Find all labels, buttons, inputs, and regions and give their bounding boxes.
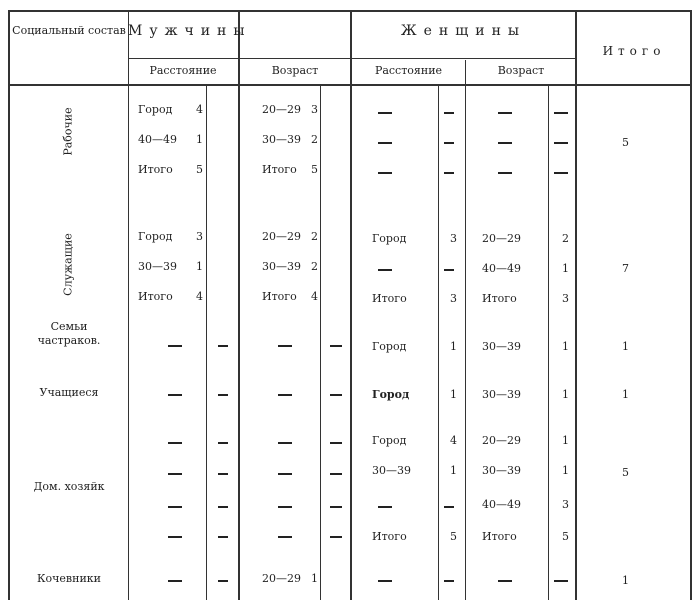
cell-text: Итого — [262, 290, 297, 303]
dash — [444, 506, 454, 508]
cell-text: 40—49 — [482, 498, 521, 511]
cell-text: Итого — [262, 163, 297, 176]
dash — [330, 394, 342, 396]
cell-number: 1 — [196, 260, 203, 273]
dash — [554, 172, 568, 174]
col-divider — [548, 84, 549, 600]
cell-text: 30—39 — [372, 464, 411, 477]
cell-number: 3 — [562, 498, 569, 511]
dash — [168, 345, 182, 347]
cell-number: 4 — [196, 103, 203, 116]
cell-text: Итого — [138, 290, 173, 303]
cell-text: 30—39 — [482, 388, 521, 401]
cell-text: Город — [372, 388, 410, 401]
header-men-distance: Расстояние — [149, 64, 217, 77]
cell-text: 30—39 — [262, 133, 301, 146]
dash — [330, 442, 342, 444]
dash — [278, 345, 292, 347]
dash — [168, 580, 182, 582]
row-label-families-cont: частраков. — [37, 334, 101, 347]
cell-number: 1 — [450, 388, 457, 401]
dash — [168, 394, 182, 396]
cell-number: 1 — [562, 340, 569, 353]
header-total: Итого — [602, 44, 666, 58]
cell-text: 20—29 — [482, 434, 521, 447]
dash — [330, 345, 342, 347]
row-total: 1 — [622, 340, 629, 353]
dash — [218, 442, 228, 444]
cell-text: 30—39 — [262, 260, 301, 273]
dash — [498, 142, 512, 144]
dash — [378, 580, 392, 582]
header-social-status: Социальный состав — [12, 24, 126, 37]
dash — [330, 506, 342, 508]
table-border-top — [8, 10, 692, 12]
dash — [278, 536, 292, 538]
cell-number: 3 — [450, 292, 457, 305]
cell-number: 1 — [562, 262, 569, 275]
header-men-part1 — [128, 23, 252, 39]
header-men: Мужчины — [128, 23, 252, 39]
cell-number: 5 — [450, 530, 457, 543]
col-divider — [320, 84, 321, 600]
dash — [218, 580, 228, 582]
dash — [168, 536, 182, 538]
row-label-employees: Служащие — [61, 233, 75, 296]
header-men-age: Возраст — [271, 64, 319, 77]
col-divider — [438, 84, 439, 600]
header-women-age: Возраст — [497, 64, 545, 77]
cell-number: 1 — [450, 340, 457, 353]
dash — [554, 142, 568, 144]
dash — [218, 506, 228, 508]
dash — [444, 580, 454, 582]
dash — [218, 536, 228, 538]
cell-text: Итого — [138, 163, 173, 176]
col-divider — [206, 84, 207, 600]
cell-number: 3 — [562, 292, 569, 305]
cell-number: 1 — [562, 434, 569, 447]
dash — [378, 506, 392, 508]
cell-text: 20—29 — [262, 103, 301, 116]
row-total: 5 — [622, 136, 629, 149]
cell-text: Город — [372, 340, 407, 353]
header-divider — [8, 84, 692, 86]
dash — [554, 580, 568, 582]
dash — [444, 269, 454, 271]
cell-number: 4 — [196, 290, 203, 303]
cell-number: 1 — [311, 572, 318, 585]
cell-number: 2 — [311, 230, 318, 243]
cell-number: 3 — [196, 230, 203, 243]
dash — [378, 142, 392, 144]
cell-text: 20—29 — [262, 572, 301, 585]
cell-number: 1 — [196, 133, 203, 146]
dash — [278, 442, 292, 444]
cell-number: 4 — [450, 434, 457, 447]
cell-text: Город — [372, 434, 407, 447]
row-total: 1 — [622, 574, 629, 587]
cell-text: 30—39 — [138, 260, 177, 273]
row-label-families: Семьи — [50, 320, 88, 333]
dash — [168, 442, 182, 444]
dash — [218, 394, 228, 396]
cell-text: Итого — [482, 530, 517, 543]
cell-text: 30—39 — [482, 464, 521, 477]
col-divider — [350, 10, 352, 600]
dash — [168, 506, 182, 508]
cell-number: 2 — [311, 133, 318, 146]
table-border-left — [8, 10, 10, 600]
cell-number: 1 — [450, 464, 457, 477]
row-label-nomads: Кочевники — [37, 572, 101, 585]
table-border-right — [690, 10, 692, 600]
col-divider — [465, 60, 466, 600]
cell-text: 20—29 — [482, 232, 521, 245]
cell-number: 3 — [450, 232, 457, 245]
cell-text: Итого — [372, 530, 407, 543]
dash — [218, 473, 228, 475]
cell-text: Город — [138, 103, 173, 116]
row-total: 1 — [622, 388, 629, 401]
dash — [330, 473, 342, 475]
dash — [444, 112, 454, 114]
cell-number: 5 — [311, 163, 318, 176]
dash — [278, 506, 292, 508]
dash — [498, 172, 512, 174]
cell-number: 1 — [562, 388, 569, 401]
cell-text: 40—49 — [138, 133, 177, 146]
cell-number: 5 — [562, 530, 569, 543]
cell-number: 1 — [562, 464, 569, 477]
cell-text: 20—29 — [262, 230, 301, 243]
col-divider — [238, 10, 240, 600]
cell-number: 2 — [311, 260, 318, 273]
row-label-housewives: Дом. хозяйк — [33, 480, 105, 493]
dash — [218, 345, 228, 347]
col-divider — [128, 10, 129, 600]
cell-number: 5 — [196, 163, 203, 176]
cell-number: 2 — [562, 232, 569, 245]
row-total: 7 — [622, 262, 629, 275]
dash — [378, 172, 392, 174]
header-women: Женщины — [400, 23, 527, 39]
cell-text: Итого — [482, 292, 517, 305]
dash — [444, 142, 454, 144]
dash — [278, 394, 292, 396]
dash — [168, 473, 182, 475]
row-label-workers: Рабочие — [61, 107, 75, 156]
dash — [498, 112, 512, 114]
cell-text: Город — [138, 230, 173, 243]
row-total: 5 — [622, 466, 629, 479]
row-label-students: Учащиеся — [39, 386, 99, 399]
dash — [498, 580, 512, 582]
cell-number: 4 — [311, 290, 318, 303]
col-divider — [575, 10, 577, 600]
dash — [330, 536, 342, 538]
dash — [554, 112, 568, 114]
cell-text: 40—49 — [482, 262, 521, 275]
dash — [444, 172, 454, 174]
cell-text: 30—39 — [482, 340, 521, 353]
cell-number: 3 — [311, 103, 318, 116]
cell-text: Город — [372, 232, 407, 245]
row-divider — [128, 58, 577, 59]
cell-text: Итого — [372, 292, 407, 305]
dash — [378, 269, 392, 271]
dash — [278, 473, 292, 475]
header-women-distance: Расстояние — [374, 64, 443, 77]
dash — [378, 112, 392, 114]
